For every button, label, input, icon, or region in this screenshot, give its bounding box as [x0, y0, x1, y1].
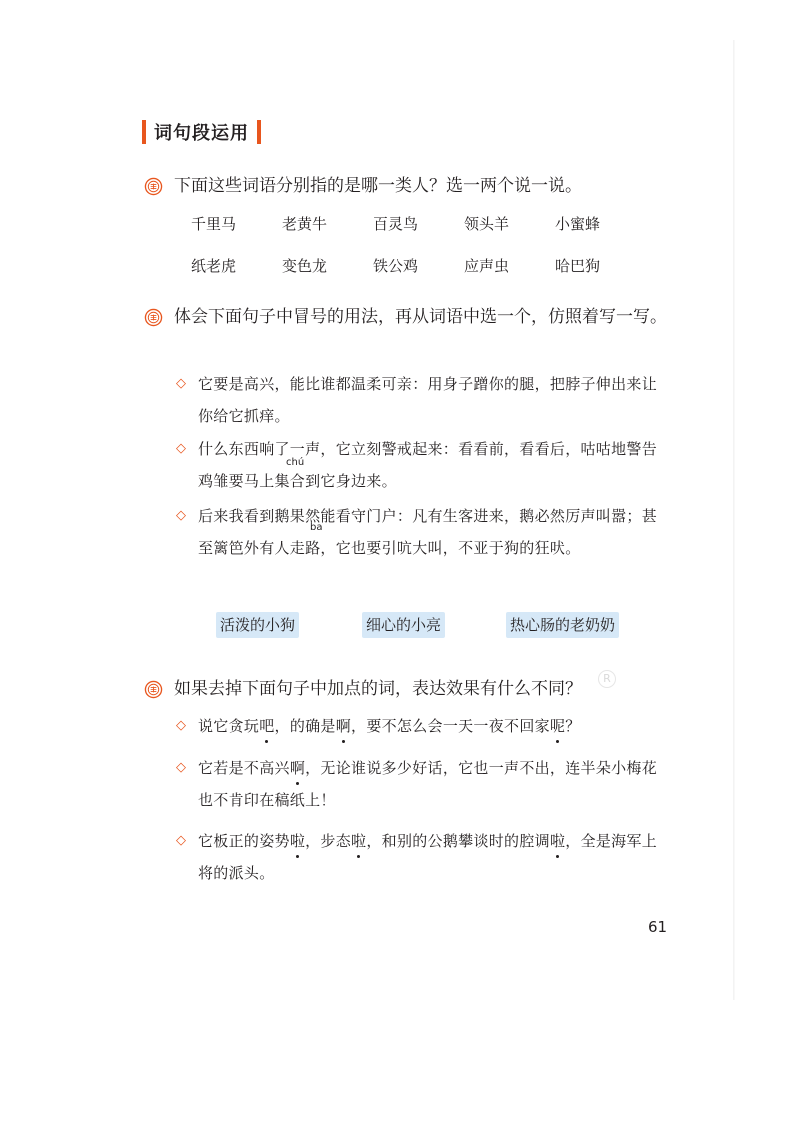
question-3	[144, 679, 582, 704]
word-row-2	[191, 255, 646, 276]
page-number: 61	[648, 918, 668, 936]
word: 百灵鸟	[373, 215, 419, 233]
word: 哈巴狗	[555, 257, 601, 275]
diamond-bullet-icon: ◇	[176, 441, 186, 456]
diamond-bullet-icon: ◇	[176, 760, 186, 775]
word: 纸老虎	[191, 257, 237, 275]
example-sentence-2	[176, 433, 668, 497]
question-1-text: 下面这些词语分别指的是哪一类人？选一两个说一说。	[174, 176, 582, 196]
question-1	[144, 176, 582, 201]
dotted-word: 啊	[290, 752, 305, 784]
word: 变色龙	[282, 257, 328, 275]
word: 应声虫	[464, 257, 510, 275]
diamond-bullet-icon: ◇	[176, 833, 186, 848]
word: 小蜜蜂	[555, 215, 601, 233]
example-sentence-6	[176, 825, 668, 889]
pinyin-annotation: ba	[310, 522, 323, 533]
section-heading	[142, 118, 261, 146]
page-edge-shadow	[733, 40, 735, 1000]
word: 老黄牛	[282, 215, 328, 233]
example-sentence-3	[176, 500, 668, 564]
dotted-word: 呢	[550, 710, 565, 742]
heading-bar-left	[142, 120, 146, 144]
heading-bar-right	[257, 120, 261, 144]
dotted-word: 吧	[259, 710, 274, 742]
word-row-1	[191, 213, 646, 234]
word: 铁公鸡	[373, 257, 419, 275]
sentence-text: 什么东西响了一声，它立刻警戒起来：看看前，看看后，咕咕地警告鸡雏要马上集合到它身边来。	[198, 440, 658, 490]
example-sentence-4	[176, 710, 668, 742]
section-title: 词句段运用	[154, 123, 249, 144]
question-seal-icon	[144, 308, 163, 327]
dotted-word: 啦	[351, 825, 366, 857]
word: 领头羊	[464, 215, 510, 233]
dotted-word: 啊	[336, 710, 351, 742]
pinyin-annotation: chú	[286, 457, 305, 468]
dotted-word: 啦	[550, 825, 565, 857]
sentence-text: 它板正的姿势啦，步态啦，和别的公鹅攀谈时的腔调啦，全是海军上将的派头。	[198, 825, 668, 889]
diamond-bullet-icon: ◇	[176, 718, 186, 733]
phrase-highlight: 活泼的小狗	[216, 612, 299, 638]
dotted-word: 啦	[290, 825, 305, 857]
question-seal-icon	[144, 177, 163, 196]
diamond-bullet-icon: ◇	[176, 376, 186, 391]
example-sentence-5	[176, 752, 668, 816]
sentence-text: 后来我看到鹅果然能看守门户：凡有生客进来，鹅必然厉声叫嚣；甚至篱笆外有人走路，它也要引吭大叫，不亚于狗的狂吠。	[198, 507, 658, 557]
diamond-bullet-icon: ◇	[176, 508, 186, 523]
question-2-text: 体会下面句子中冒号的用法，再从词语中选一个，仿照着写一写。	[174, 307, 667, 327]
example-sentence-1	[176, 368, 668, 432]
phrase-highlight: 热心肠的老奶奶	[506, 612, 619, 638]
question-2	[144, 307, 674, 332]
sentence-text: 说它贪玩吧，的确是啊，要不怎么会一天一夜不回家呢？	[198, 710, 668, 742]
sentence-text: 它要是高兴，能比谁都温柔可亲：用身子蹭你的腿，把脖子伸出来让你给它抓痒。	[198, 375, 658, 425]
word: 千里马	[191, 215, 237, 233]
question-3-text: 如果去掉下面句子中加点的词，表达效果有什么不同？	[174, 679, 582, 699]
phrase-highlight: 细心的小亮	[362, 612, 445, 638]
sentence-text: 它若是不高兴啊，无论谁说多少好话，它也一声不出，连半朵小梅花也不肯印在稿纸上！	[198, 752, 668, 816]
question-seal-icon	[144, 680, 163, 699]
registered-mark-icon: R	[598, 670, 616, 688]
